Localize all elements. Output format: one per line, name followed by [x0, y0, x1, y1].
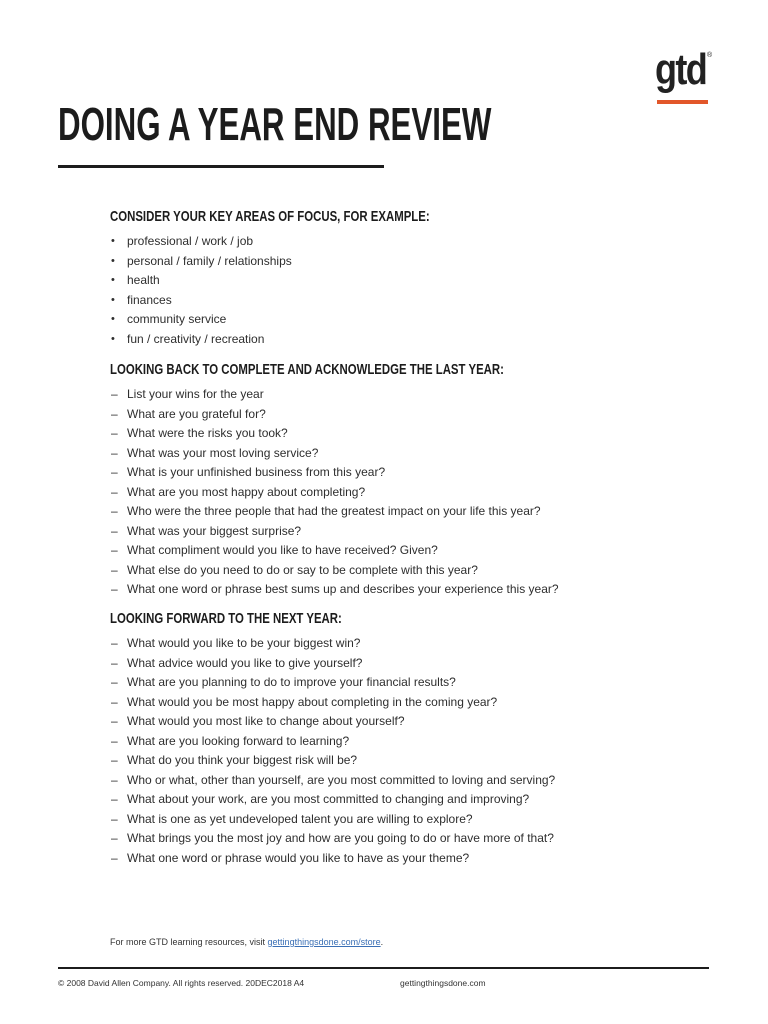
looking-forward-list	[110, 634, 730, 868]
list-item-text: What are you planning to do to improve your financial results?	[127, 675, 456, 689]
list-item	[110, 541, 730, 561]
title-divider	[58, 165, 384, 168]
dash-marker: –	[111, 850, 118, 865]
dash-marker: –	[111, 714, 118, 728]
focus-list	[110, 232, 730, 349]
section-heading: LOOKING FORWARD TO THE NEXT YEAR:	[110, 610, 342, 627]
list-item-text: health	[127, 273, 160, 287]
list-item	[110, 444, 730, 464]
list-item	[110, 829, 730, 849]
list-item-text: What would you like to be your biggest win?	[127, 636, 361, 650]
list-item-text: personal / family / relationships	[127, 253, 292, 268]
list-item-text: What do you think your biggest risk will be?	[127, 753, 358, 767]
looking-back-list	[110, 385, 730, 600]
dash-marker: –	[111, 733, 118, 748]
dash-marker: –	[111, 675, 118, 689]
website-text: gettingthingsdone.com	[400, 978, 486, 988]
list-item-text: What was your biggest surprise?	[127, 523, 302, 538]
list-item	[110, 271, 730, 291]
dash-marker: –	[111, 811, 118, 826]
list-item	[110, 405, 730, 425]
dash-marker: –	[111, 543, 118, 557]
resources-note-suffix: .	[380, 937, 384, 947]
bullet-marker: •	[111, 254, 115, 267]
bullet-marker: •	[111, 332, 115, 345]
list-item	[110, 561, 730, 581]
dash-marker: –	[111, 792, 118, 806]
section-looking-back	[110, 361, 730, 600]
dash-marker: –	[111, 655, 118, 670]
dash-marker: –	[111, 636, 118, 650]
bullet-marker: •	[111, 293, 115, 306]
list-item-text: community service	[127, 312, 227, 326]
list-item	[110, 463, 730, 483]
list-item-text: finances	[127, 292, 172, 307]
logo-text: gtd	[655, 45, 707, 94]
dash-marker: –	[111, 426, 118, 440]
list-item-text: What advice would you like to give yourself?	[127, 655, 363, 670]
list-item	[110, 385, 730, 405]
list-item	[110, 810, 730, 830]
section-heading: CONSIDER YOUR KEY AREAS OF FOCUS, FOR EXAMPLE:	[110, 208, 430, 225]
list-item-text: Who or what, other than yourself, are you most committed to loving and serving?	[127, 772, 556, 787]
bullet-marker: •	[111, 235, 115, 247]
store-link[interactable]: gettingthingsdone.com/store	[267, 937, 381, 947]
list-item-text: What is one as yet undeveloped talent you are willing to explore?	[127, 811, 473, 826]
dash-marker: –	[111, 831, 118, 845]
list-item-text: professional / work / job	[127, 234, 254, 248]
dash-marker: –	[111, 772, 118, 787]
list-item-text: What were the risks you took?	[127, 426, 288, 440]
logo-underline	[657, 100, 708, 104]
dash-marker: –	[111, 523, 118, 538]
list-item-text: What else do you need to do or say to be complete with this year?	[127, 562, 478, 577]
list-item	[110, 502, 730, 522]
list-item	[110, 693, 730, 713]
list-item	[110, 673, 730, 693]
list-item	[110, 751, 730, 771]
section-looking-forward	[110, 610, 730, 868]
list-item-text: What one word or phrase best sums up and describes your experience this year?	[127, 582, 559, 596]
list-item-text: What are you grateful for?	[127, 406, 266, 421]
dash-marker: –	[111, 562, 118, 577]
dash-marker: –	[111, 753, 118, 767]
list-item	[110, 790, 730, 810]
dash-marker: –	[111, 465, 118, 479]
bullet-marker: •	[111, 313, 115, 325]
gtd-logo	[655, 45, 713, 108]
dash-marker: –	[111, 484, 118, 499]
list-item	[110, 252, 730, 272]
resources-note-prefix: For more GTD learning resources, visit	[110, 937, 268, 947]
list-item	[110, 634, 730, 654]
dash-marker: –	[111, 694, 118, 709]
list-item-text: What about your work, are you most committed to changing and improving?	[127, 792, 530, 806]
list-item-text: What brings you the most joy and how are you going to do or have more of that?	[127, 831, 554, 845]
list-item	[110, 291, 730, 311]
list-item	[110, 771, 730, 791]
list-item-text: What is your unfinished business from this year?	[127, 465, 386, 479]
list-item	[110, 580, 730, 600]
list-item-text: What one word or phrase would you like to have as your theme?	[127, 850, 470, 865]
dash-marker: –	[111, 406, 118, 421]
dash-marker: –	[111, 582, 118, 596]
list-item-text: What are you looking forward to learning?	[127, 733, 350, 748]
resources-note	[110, 936, 383, 948]
dash-marker: –	[111, 387, 118, 401]
section-heading: LOOKING BACK TO COMPLETE AND ACKNOWLEDGE THE LAST YEAR:	[110, 361, 504, 378]
footer-divider	[58, 967, 709, 969]
section-areas-of-focus	[110, 208, 730, 349]
page-title: DOING A YEAR END REVIEW	[58, 98, 492, 150]
registered-mark: ®	[707, 52, 713, 59]
list-item	[110, 310, 730, 330]
list-item-text: What was your most loving service?	[127, 445, 319, 460]
list-item	[110, 424, 730, 444]
list-item	[110, 654, 730, 674]
list-item-text: What compliment would you like to have received? Given?	[127, 543, 438, 557]
list-item	[110, 712, 730, 732]
list-item	[110, 330, 730, 350]
list-item-text: What are you most happy about completing?	[127, 484, 366, 499]
list-item-text: What would you most like to change about yourself?	[127, 714, 405, 728]
list-item-text: Who were the three people that had the greatest impact on your life this year?	[127, 504, 541, 518]
list-item	[110, 232, 730, 252]
list-item-text: List your wins for the year	[127, 387, 264, 401]
list-item-text: What would you be most happy about completing in the coming year?	[127, 694, 498, 709]
copyright-text: © 2008 David Allen Company. All rights reserved. 20DEC2018 A4	[58, 978, 305, 988]
list-item	[110, 732, 730, 752]
list-item	[110, 849, 730, 869]
dash-marker: –	[111, 445, 118, 460]
list-item-text: fun / creativity / recreation	[127, 331, 265, 346]
list-item	[110, 522, 730, 542]
dash-marker: –	[111, 504, 118, 518]
bullet-marker: •	[111, 274, 115, 286]
list-item	[110, 483, 730, 503]
